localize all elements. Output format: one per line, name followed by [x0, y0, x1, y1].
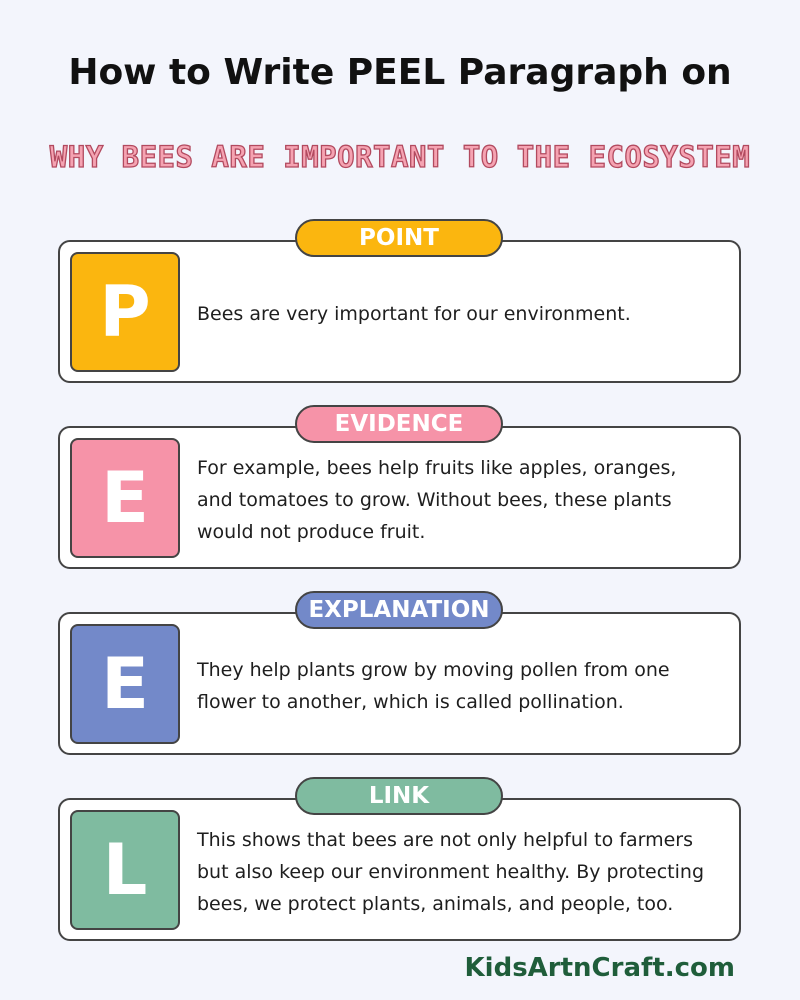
page-title: How to Write PEEL Paragraph on — [68, 52, 732, 93]
letter-box: E — [70, 438, 180, 558]
section-text: They help plants grow by moving pollen from one flower to another, which is called pollination. — [197, 658, 670, 713]
page-subtitle: WHY BEES ARE IMPORTANT TO THE ECOSYSTEM — [49, 140, 751, 174]
section-card — [58, 426, 741, 569]
section-label: EXPLANATION — [295, 591, 503, 629]
section-text: This shows that bees are not only helpful to farmers but also keep our environment healthy. By protecting bees, we protect plants, animals, and people, too. — [197, 828, 705, 915]
section-card — [58, 240, 741, 383]
section-label: POINT — [295, 219, 503, 257]
section-label: LINK — [295, 777, 503, 815]
section-text: For example, bees help fruits like apples, oranges, and tomatoes to grow. Without bees, these plants would not produce fruit. — [197, 456, 677, 543]
section-text: Bees are very important for our environment. — [197, 302, 631, 325]
section-card — [58, 798, 741, 941]
letter-box: E — [70, 624, 180, 744]
letter-box: P — [70, 252, 180, 372]
section-card — [58, 612, 741, 755]
letter-box: L — [70, 810, 180, 930]
brand-logo-text[interactable]: KidsArtnCraft.com — [464, 953, 735, 983]
section-label: EVIDENCE — [295, 405, 503, 443]
